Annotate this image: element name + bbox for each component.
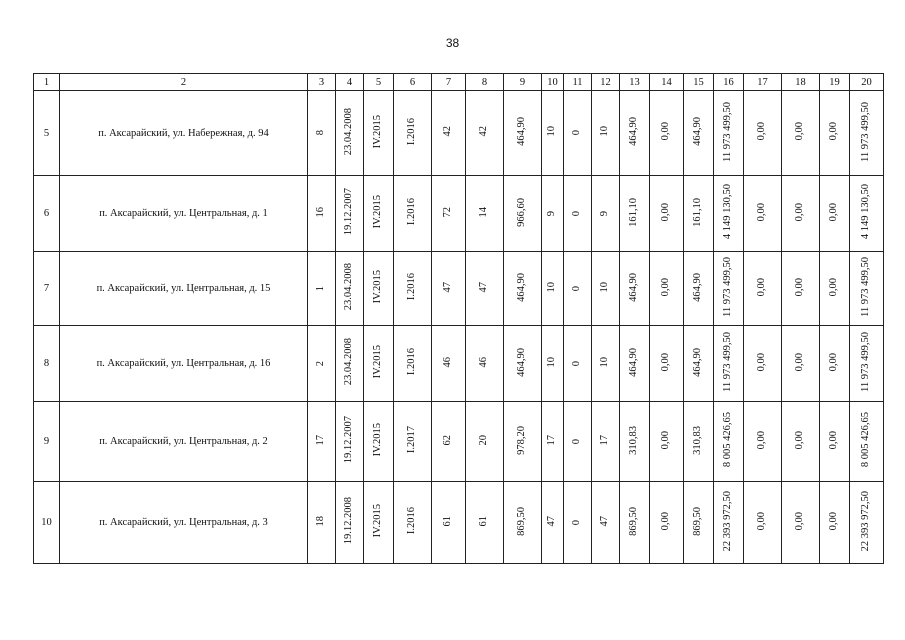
cell-value: 464,90 xyxy=(516,272,528,302)
address-cell: п. Аксарайский, ул. Набережная, д. 94 xyxy=(60,91,308,176)
cell-value: 10 xyxy=(546,281,558,293)
cell-value: 0,00 xyxy=(756,122,768,141)
table-cell xyxy=(820,402,850,482)
table-cell xyxy=(620,252,650,326)
table-cell xyxy=(684,402,714,482)
cell-value: 8 xyxy=(315,130,327,136)
table-cell xyxy=(592,326,620,402)
cell-value: 0,00 xyxy=(828,277,840,297)
cell-value: 0 xyxy=(571,360,583,366)
cell-value: 61 xyxy=(442,515,454,527)
cell-value: 0,00 xyxy=(660,511,672,531)
table-cell xyxy=(650,482,684,564)
table-cell xyxy=(364,91,394,176)
table-cell xyxy=(336,326,364,402)
cell-value: 9 xyxy=(599,210,611,216)
table-cell xyxy=(432,326,466,402)
cell-value: IV.2015 xyxy=(372,195,384,229)
cell-value: 310,83 xyxy=(692,425,704,455)
table-cell xyxy=(744,482,782,564)
table-cell xyxy=(394,326,432,402)
cell-value: 0 xyxy=(571,210,583,216)
column-header: 20 xyxy=(850,74,884,91)
cell-value: 464,90 xyxy=(692,272,704,302)
cell-value: 0,00 xyxy=(756,430,768,450)
table-cell: 9 xyxy=(34,402,60,482)
table-cell xyxy=(684,482,714,564)
table-cell xyxy=(820,91,850,176)
cell-value: 0,00 xyxy=(828,430,840,450)
table-cell xyxy=(650,91,684,176)
cell-value: 10 xyxy=(599,281,611,293)
table-cell xyxy=(850,402,884,482)
cell-value: I.2016 xyxy=(406,273,418,301)
table-cell xyxy=(782,91,820,176)
cell-value: 0,00 xyxy=(794,277,806,297)
cell-value: 72 xyxy=(442,206,454,218)
cell-value: 42 xyxy=(478,126,490,137)
cell-value: 2 xyxy=(315,360,327,366)
table-cell xyxy=(394,252,432,326)
table-cell xyxy=(394,91,432,176)
cell-value: 11 973 499,50 xyxy=(722,332,734,392)
cell-value: 0 xyxy=(571,285,583,291)
cell-value: 0,00 xyxy=(794,352,806,372)
cell-value: 0,00 xyxy=(794,122,806,141)
cell-value: 0,00 xyxy=(794,511,806,531)
table-cell xyxy=(714,402,744,482)
table-cell xyxy=(620,402,650,482)
table-cell xyxy=(650,176,684,252)
table-cell: 5 xyxy=(34,91,60,176)
column-header: 8 xyxy=(466,74,504,91)
column-header: 11 xyxy=(564,74,592,91)
cell-value: 0 xyxy=(571,519,583,525)
table-cell xyxy=(504,326,542,402)
table-cell xyxy=(620,176,650,252)
cell-value: I.2016 xyxy=(406,507,418,535)
cell-value: 0,00 xyxy=(660,122,672,141)
cell-value: 47 xyxy=(546,515,558,527)
table-cell xyxy=(564,326,592,402)
cell-value: I.2017 xyxy=(406,426,418,454)
cell-value: 1 xyxy=(315,285,327,291)
cell-value: 10 xyxy=(546,126,558,137)
cell-value: 161,10 xyxy=(692,197,704,227)
cell-value: 10 xyxy=(599,356,611,368)
column-header: 5 xyxy=(364,74,394,91)
table-cell xyxy=(820,326,850,402)
cell-value: 464,90 xyxy=(692,347,704,377)
cell-value: 464,90 xyxy=(516,117,528,146)
table-cell xyxy=(542,252,564,326)
table-cell xyxy=(850,326,884,402)
table-cell xyxy=(684,252,714,326)
table-cell xyxy=(308,176,336,252)
cell-value: 23.04.2008 xyxy=(343,263,355,311)
cell-value: 966,60 xyxy=(516,197,528,227)
cell-value: 869,50 xyxy=(628,506,640,536)
table-cell xyxy=(782,482,820,564)
column-header: 3 xyxy=(308,74,336,91)
column-header: 2 xyxy=(60,74,308,91)
table-cell xyxy=(714,176,744,252)
column-header: 15 xyxy=(684,74,714,91)
table-cell xyxy=(714,326,744,402)
address-cell: п. Аксарайский, ул. Центральная, д. 3 xyxy=(60,482,308,564)
cell-value: IV.2015 xyxy=(372,345,384,379)
cell-value: 62 xyxy=(442,434,454,446)
table-cell xyxy=(504,402,542,482)
table-cell xyxy=(364,482,394,564)
cell-value: 869,50 xyxy=(516,506,528,536)
table-cell xyxy=(592,176,620,252)
cell-value: 464,90 xyxy=(628,347,640,377)
table-cell xyxy=(782,326,820,402)
table-cell xyxy=(336,252,364,326)
cell-value: IV.2015 xyxy=(372,270,384,304)
cell-value: I.2016 xyxy=(406,348,418,376)
cell-value: 16 xyxy=(315,206,327,218)
column-header: 18 xyxy=(782,74,820,91)
table-cell xyxy=(564,402,592,482)
table-cell xyxy=(714,91,744,176)
table-row xyxy=(34,482,884,564)
cell-value: 0,00 xyxy=(828,202,840,222)
cell-value: 0 xyxy=(571,438,583,444)
cell-value: 61 xyxy=(478,515,490,527)
cell-value: 0,00 xyxy=(756,511,768,531)
column-header: 9 xyxy=(504,74,542,91)
cell-value: 0,00 xyxy=(660,352,672,372)
cell-value: 10 xyxy=(546,356,558,368)
table-cell xyxy=(650,252,684,326)
cell-value: I.2016 xyxy=(406,198,418,226)
table-cell xyxy=(432,482,466,564)
cell-value: IV.2015 xyxy=(372,114,384,149)
table-cell xyxy=(308,326,336,402)
table-cell xyxy=(744,176,782,252)
cell-value: 9 xyxy=(546,210,558,216)
table-cell xyxy=(744,91,782,176)
column-header: 7 xyxy=(432,74,466,91)
cell-value: 42 xyxy=(442,126,454,137)
table-cell xyxy=(782,402,820,482)
cell-value: 0,00 xyxy=(660,277,672,297)
table-cell xyxy=(432,91,466,176)
table-cell: 6 xyxy=(34,176,60,252)
column-header: 12 xyxy=(592,74,620,91)
address-cell: п. Аксарайский, ул. Центральная, д. 1 xyxy=(60,176,308,252)
table-cell xyxy=(364,402,394,482)
cell-value: 0 xyxy=(571,130,583,136)
table-cell: 10 xyxy=(34,482,60,564)
table-cell xyxy=(620,482,650,564)
cell-value: 869,50 xyxy=(692,506,704,536)
cell-value: 0,00 xyxy=(756,202,768,222)
table-row xyxy=(34,252,884,326)
cell-value: 47 xyxy=(478,281,490,293)
table-cell xyxy=(620,326,650,402)
table-cell xyxy=(336,91,364,176)
table-cell xyxy=(504,482,542,564)
table-cell xyxy=(714,482,744,564)
cell-value: 19.12.2007 xyxy=(343,188,355,236)
table-cell xyxy=(308,482,336,564)
cell-value: 46 xyxy=(442,356,454,368)
table-cell xyxy=(684,176,714,252)
column-header: 14 xyxy=(650,74,684,91)
cell-value: 4 149 130,50 xyxy=(860,184,872,240)
table-cell xyxy=(542,91,564,176)
table-row xyxy=(34,91,884,176)
cell-value: 17 xyxy=(599,434,611,446)
table-cell xyxy=(466,91,504,176)
cell-value: 47 xyxy=(599,515,611,527)
cell-value: I.2016 xyxy=(406,117,418,146)
table-cell xyxy=(650,402,684,482)
column-header: 13 xyxy=(620,74,650,91)
table-cell xyxy=(564,252,592,326)
table-cell xyxy=(394,402,432,482)
cell-value: 464,90 xyxy=(628,117,640,146)
table-cell xyxy=(684,326,714,402)
table-cell xyxy=(564,91,592,176)
table-cell xyxy=(850,176,884,252)
table-cell xyxy=(850,91,884,176)
column-header: 17 xyxy=(744,74,782,91)
cell-value: 22 393 972,50 xyxy=(722,490,734,552)
cell-value: 8 005 426,65 xyxy=(860,412,872,468)
cell-value: 11 973 499,50 xyxy=(860,257,872,317)
cell-value: 47 xyxy=(442,281,454,293)
cell-value: 11 973 499,50 xyxy=(722,257,734,317)
cell-value: IV.2015 xyxy=(372,504,384,538)
table-cell xyxy=(744,252,782,326)
table-cell xyxy=(850,252,884,326)
column-header: 6 xyxy=(394,74,432,91)
table-cell xyxy=(394,176,432,252)
cell-value: 0,00 xyxy=(794,430,806,450)
table-cell xyxy=(542,326,564,402)
table-cell: 8 xyxy=(34,326,60,402)
table-cell xyxy=(336,402,364,482)
table-cell xyxy=(466,326,504,402)
table-cell: 7 xyxy=(34,252,60,326)
cell-value: 0,00 xyxy=(828,122,840,141)
table-cell xyxy=(820,482,850,564)
cell-value: 23.04.2008 xyxy=(343,338,355,386)
cell-value: 19.12.2008 xyxy=(343,497,355,545)
cell-value: 17 xyxy=(546,434,558,446)
cell-value: 19.12.2007 xyxy=(343,416,355,464)
cell-value: 161,10 xyxy=(628,197,640,227)
table-cell xyxy=(542,176,564,252)
table-cell xyxy=(620,91,650,176)
table-cell xyxy=(466,482,504,564)
column-header: 16 xyxy=(714,74,744,91)
table-cell xyxy=(364,176,394,252)
table-cell xyxy=(820,252,850,326)
table-cell xyxy=(592,402,620,482)
cell-value: 18 xyxy=(315,515,327,527)
cell-value: 23.04.2008 xyxy=(343,107,355,156)
cell-value: 17 xyxy=(315,434,327,446)
cell-value: 11 973 499,50 xyxy=(860,101,872,162)
cell-value: 464,90 xyxy=(516,347,528,377)
table-cell xyxy=(394,482,432,564)
table-cell xyxy=(744,402,782,482)
table-cell xyxy=(542,402,564,482)
table-cell xyxy=(684,91,714,176)
cell-value: 464,90 xyxy=(628,272,640,302)
table-cell xyxy=(364,326,394,402)
cell-value: 978,20 xyxy=(516,425,528,455)
table-cell xyxy=(466,402,504,482)
address-cell: п. Аксарайский, ул. Центральная, д. 2 xyxy=(60,402,308,482)
cell-value: 0,00 xyxy=(794,202,806,222)
table-body xyxy=(34,91,884,564)
cell-value: 46 xyxy=(478,356,490,368)
table-cell xyxy=(466,176,504,252)
table-row xyxy=(34,326,884,402)
table-row xyxy=(34,402,884,482)
table-cell xyxy=(744,326,782,402)
cell-value: 0,00 xyxy=(660,430,672,450)
table-cell xyxy=(364,252,394,326)
table-cell xyxy=(308,252,336,326)
table-cell xyxy=(504,252,542,326)
table-cell xyxy=(592,482,620,564)
table-cell xyxy=(850,482,884,564)
column-header: 10 xyxy=(542,74,564,91)
housing-register-table xyxy=(33,73,884,564)
table-cell xyxy=(564,176,592,252)
column-header: 19 xyxy=(820,74,850,91)
table-cell xyxy=(432,402,466,482)
cell-value: 0,00 xyxy=(828,352,840,372)
table-cell xyxy=(504,91,542,176)
table-cell xyxy=(466,252,504,326)
column-header: 4 xyxy=(336,74,364,91)
table-cell xyxy=(432,252,466,326)
cell-value: 11 973 499,50 xyxy=(860,332,872,392)
cell-value: 0,00 xyxy=(756,352,768,372)
table-cell xyxy=(564,482,592,564)
cell-value: IV.2015 xyxy=(372,423,384,457)
table-cell xyxy=(820,176,850,252)
page-number: 38 xyxy=(445,36,460,50)
table-cell xyxy=(336,482,364,564)
table-cell xyxy=(592,91,620,176)
cell-value: 4 149 130,50 xyxy=(722,184,734,240)
cell-value: 20 xyxy=(478,434,490,446)
table-cell xyxy=(336,176,364,252)
cell-value: 0,00 xyxy=(756,277,768,297)
cell-value: 11 973 499,50 xyxy=(722,101,734,162)
cell-value: 14 xyxy=(478,206,490,218)
address-cell: п. Аксарайский, ул. Центральная, д. 16 xyxy=(60,326,308,402)
cell-value: 10 xyxy=(599,126,611,137)
cell-value: 0,00 xyxy=(828,511,840,531)
header-row xyxy=(34,74,884,91)
table-cell xyxy=(432,176,466,252)
table-cell xyxy=(308,402,336,482)
table-cell xyxy=(714,252,744,326)
cell-value: 0,00 xyxy=(660,202,672,222)
cell-value: 464,90 xyxy=(692,117,704,146)
table-cell xyxy=(782,252,820,326)
table-cell xyxy=(308,91,336,176)
table-cell xyxy=(650,326,684,402)
table-row xyxy=(34,176,884,252)
cell-value: 310,83 xyxy=(628,425,640,455)
address-cell: п. Аксарайский, ул. Центральная, д. 15 xyxy=(60,252,308,326)
column-header: 1 xyxy=(34,74,60,91)
table-cell xyxy=(592,252,620,326)
cell-value: 22 393 972,50 xyxy=(860,490,872,552)
cell-value: 8 005 426,65 xyxy=(722,412,734,468)
table-cell xyxy=(504,176,542,252)
table-cell xyxy=(542,482,564,564)
table-cell xyxy=(782,176,820,252)
